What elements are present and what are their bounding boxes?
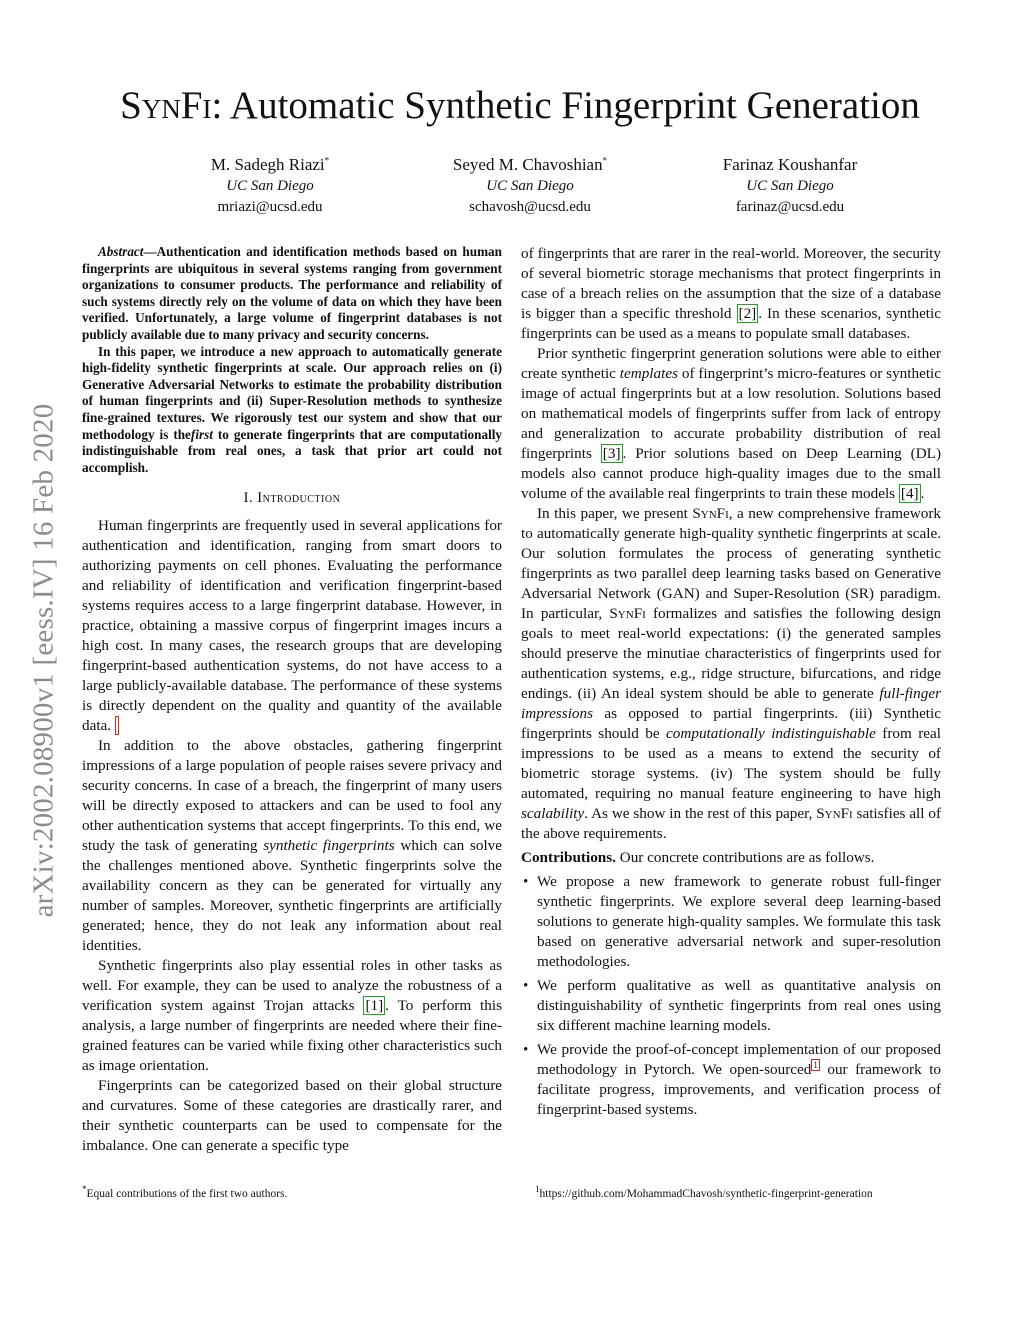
author-block — [150, 154, 910, 218]
citation-link-4[interactable]: [4] — [900, 485, 919, 502]
broken-citation-marker[interactable] — [115, 716, 119, 735]
arxiv-identifier: arXiv:2002.08900v1 [eess.IV] 16 Feb 2020 — [27, 403, 60, 917]
author-email: schavosh@ucsd.edu — [469, 199, 591, 215]
right-paragraph-3: In this paper, we present SynFi, a new comprehensive framework to automatically generate high-quality synthetic fingerprints at scale. Our solution formulates the process of generating synthetic fingerprints as two parallel deep learning tasks based on Generative Adversarial Network (GAN) and Super-Resolution (SR) paradigm. In particular, SynFi formalizes and satisfies the following design goals to meet real-world expectations: (i) the generated samples should preserve the minutiae characteristics of fingerprints used for authentication systems, e.g., ridge structure, bifurcations, and ridge endings. (ii) An ideal system should be able to generate full-finger impressions as opposed to partial fingerprints. (iii) Synthetic fingerprints should be computationally indistinguishable from real impressions to be used as a means to extend the security of biometric storage systems. (iv) The system should be fully automated, requiring no manual feature engineering to have high scalability. As we show in the rest of this paper, SynFi satisfies all of the above requirements. — [521, 505, 942, 842]
abstract-label: Abstract — [98, 244, 144, 259]
bullet-icon: • — [523, 1041, 529, 1058]
author-email: farinaz@ucsd.edu — [735, 199, 845, 215]
system-name: SynFi — [120, 84, 212, 127]
author-email: mriazi@ucsd.edu — [217, 199, 323, 215]
author-2 — [410, 154, 650, 218]
footnote-link-1[interactable]: 1 — [813, 1059, 818, 1070]
abstract-paragraph-2: In this paper, we introduce a new approach to automatically generate high-fidelity synthetic fingerprints at scale. Our approach relies on (i) Generative Adversarial Networks to estimate the probability distribution of human fingerprints and (ii) Super-Resolution methods to synthesize fine-grained textures. We rigorously test our system and show that our methodology is thefirst to generate fingerprints that are computationally indistinguishable from real ones, a task that prior art could not accomplish. — [82, 343, 502, 475]
intro-paragraph-1: Human fingerprints are frequently used in several applications for authentication and identification, ranging from smart doors to authorizing payments on cell phones. Evaluating the performance and reliability of identification and verification fingerprint-based systems requires access to a large fingerprint database. However, in practice, obtaining a massive corpus of fingerprint images incurs a high cost. In many cases, the research groups that are developing fingerprint-based authentication systems, do not have access to a large publicly-available database. The performance of these systems is directly dependent on the quality and quantity of the available data. — [82, 517, 502, 735]
left-column — [82, 244, 502, 1156]
list-item: • We perform qualitative as well as quantitative analysis on distinguishability of synthetic fingerprints from real ones using six different machine learning models. — [523, 977, 941, 1034]
author-affiliation: UC San Diego — [486, 178, 574, 194]
contributions-list — [521, 872, 941, 1120]
bullet-icon: • — [523, 873, 529, 890]
intro-paragraph-4: Fingerprints can be categorized based on their global structure and curvatures. Some of these categories are drastically rarer, and their synthetic counterparts can be used to compensate for the imbalance. One can generate a specific type — [82, 1077, 502, 1155]
footnote-right: $^1$https://github.com/MohammadChavosh/synthetic-fingerprint-generation — [535, 1184, 873, 1200]
citation-link-1[interactable]: [1] — [365, 997, 384, 1015]
footnote-url[interactable]: https://github.com/MohammadChavosh/synthetic-fingerprint-generation — [539, 1188, 873, 1200]
list-item: • We propose a new framework to generate robust full-finger synthetic fingerprints. We explore several deep learning-based solutions to generate high-quality samples. We formulate this task based on generative adversarial network and super-resolution methodologies. — [523, 873, 941, 970]
citation-link-2[interactable]: [2] — [738, 305, 757, 322]
contributions-label: Contributions. — [521, 849, 616, 866]
list-item: • We provide the proof-of-concept implementation of our proposed methodology in Pytorch. We open-sourced $^1$ our framework to facilitate progress, improvements, and verification process of fingerprint-based systems. — [523, 1041, 942, 1118]
intro-paragraph-3: Synthetic fingerprints also play essential roles in other tasks as well. For example, they can be used to analyze the robustness of a verification system against Trojan attacks [1] . To perform this analysis, a large number of fingerprints are needed where their fine-grained features can be varied while fixing other characteristics such as image orientation. — [82, 957, 502, 1075]
intro-paragraph-2: In addition to the above obstacles, gathering fingerprint impressions of a large population of people raises severe privacy and security concerns. In case of a breach, the fingerprint of many users will be directly exposed to attackers and can be used to fool any other authentication systems that accept fingerprints. To this end, we study the task of generating synthetic fingerprints which can solve the challenges mentioned above. Synthetic fingerprints solve the availability concern as they can be generated for virtually any number of samples. Moreover, synthetic fingerprints are artificially generated; hence, they do not leak any information about real identities. — [82, 737, 503, 955]
author-name: Farinaz Koushanfar — [722, 155, 858, 174]
abstract-paragraph-1: Abstract—Authentication and identification methods based on human fingerprints are ubiquitous in several systems ranging from government organizations to consumer products. The performance and reliability of such systems directly rely on the volume of data on which they have been verified. Unfortunately, a large volume of fingerprint databases is not publicly available due to many privacy and security concerns. — [82, 244, 502, 342]
right-paragraph-2: Prior synthetic fingerprint generation solutions were able to either create synthetic templates of fingerprint’s micro-features or synthetic image of actual fingerprints but at a low resolution. Solutions based on mathematical models of fingerprints suffer from lack of entropy and generalization to accurate probability distribution of real fingerprints [3] . Prior solutions based on Deep Learning (DL) models also cannot produce high-quality images due to the small volume of the available real fingerprints to train these models [4] . — [521, 345, 942, 502]
author-affiliation: UC San Diego — [226, 178, 314, 194]
paper-title: SynFi: Automatic Synthetic Fingerprint Generation — [120, 84, 920, 127]
right-paragraph-1: of fingerprints that are rarer in the real-world. Moreover, the security of several biometric storage mechanisms that protect fingerprints in case of a breach relies on the assumption that the size of a database is bigger than a specific threshold [2] . In these scenarios, synthetic fingerprints can be used as a means to populate small databases. — [521, 245, 941, 342]
right-column — [521, 244, 941, 1120]
bullet-icon: • — [523, 977, 529, 994]
section-heading-introduction: I. Introduction — [243, 490, 341, 507]
contributions-paragraph: Contributions. Our concrete contributions are as follows. — [521, 849, 875, 866]
footnote-left: *Equal contributions of the first two authors. — [82, 1184, 288, 1200]
author-1 — [150, 154, 390, 218]
author-3 — [670, 154, 910, 218]
author-name: M. Sadegh Riazi* — [210, 155, 330, 174]
author-name: Seyed M. Chavoshian* — [452, 155, 608, 174]
author-affiliation: UC San Diego — [746, 178, 834, 194]
citation-link-3[interactable]: [3] — [602, 445, 621, 462]
